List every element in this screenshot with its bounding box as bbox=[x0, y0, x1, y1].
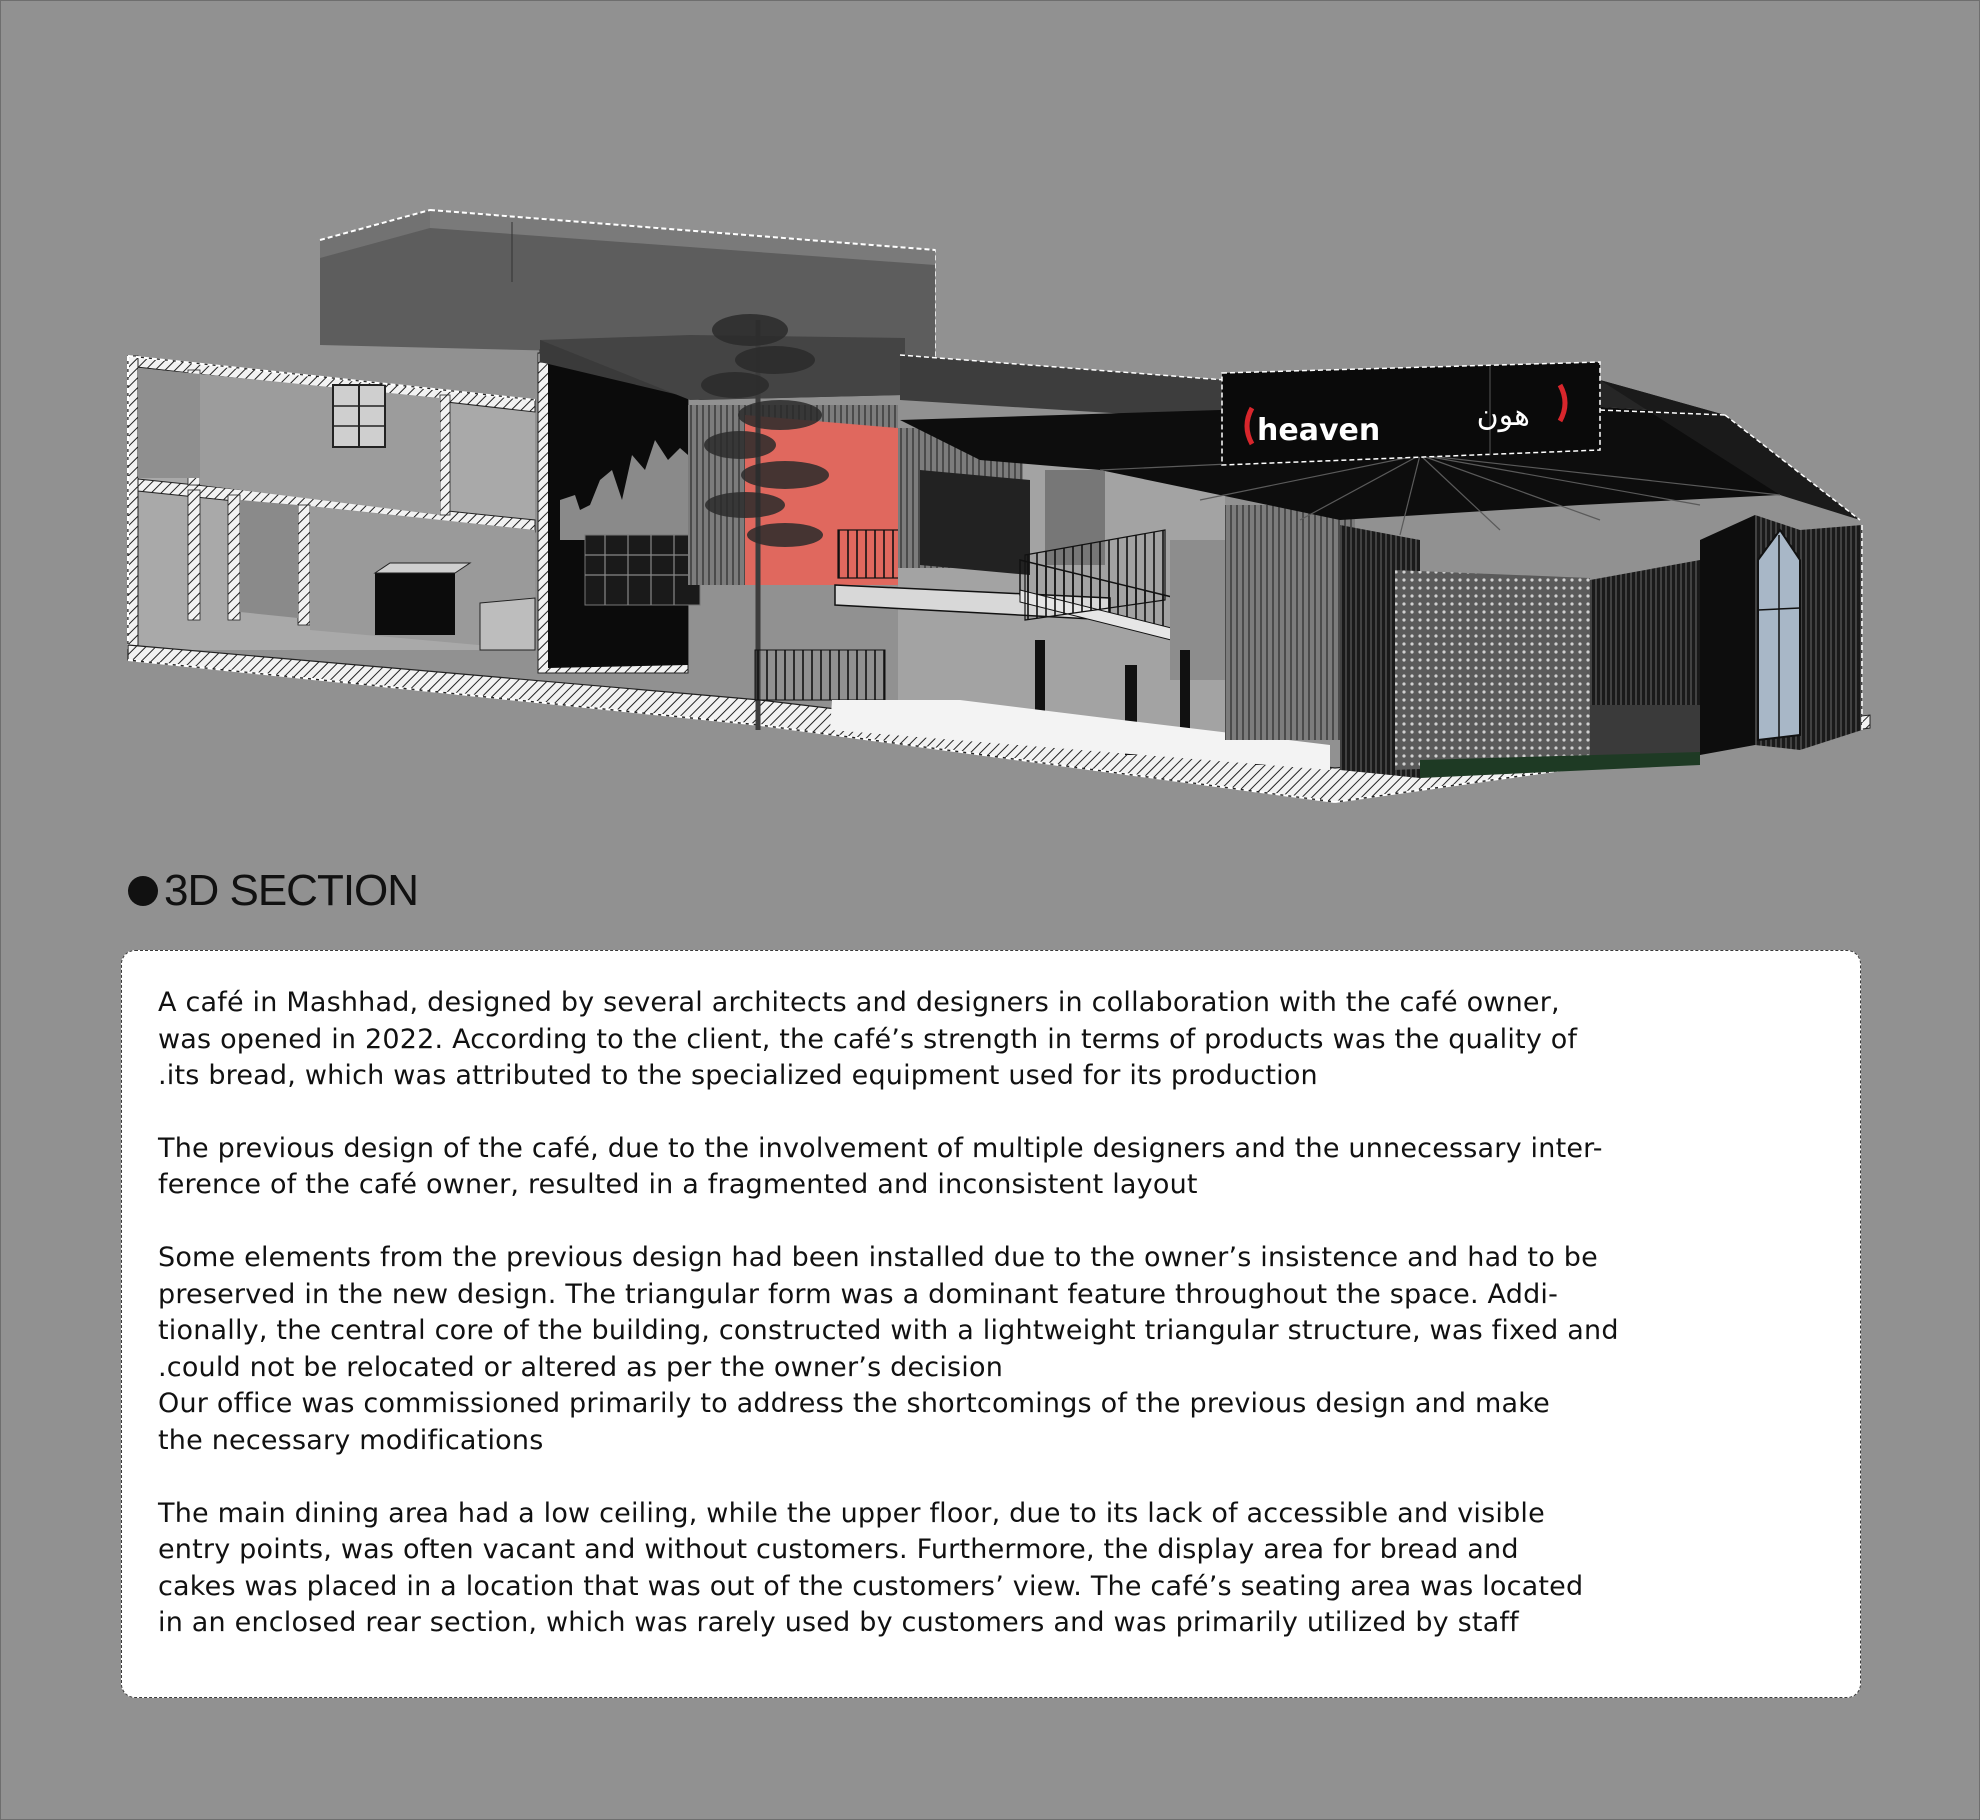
paragraph-intro: A café in Mashhad, designed by several architects and designers in collaboration with the café owner, was opened in 2022. According to the client, the café’s strength in terms of products was the quality of .its bread, which was attributed to the specialized equipment used for its production bbox=[158, 987, 1578, 1092]
paragraph-problems: The main dining area had a low ceiling, while the upper floor, due to its lack of accessible and visible entry points, was often vacant and without customers. Furthermore, the display area for bread and cakes was placed in a location that was out of the customers’ view. The café’s seating area was located in an enclosed rear section, which was rarely used by customers and was primarily utilized by staff bbox=[158, 1497, 1584, 1639]
paragraph-constraints: Some elements from the previous design had been installed due to the owner’s insistence and had to be preserved in the new design. The triangular form was a dominant feature throughout the space. Addi- tionally, the central core of the building, constructed with a lightweight triangular structure, was fixed and .could not be relocated or altered as per the owner’s decision bbox=[158, 1241, 1619, 1383]
left-cut-section bbox=[128, 356, 535, 656]
section-heading bbox=[128, 866, 418, 916]
paragraph-commission: Our office was commissioned primarily to address the shortcomings of the previous design and make the necessary modifications bbox=[158, 1388, 1550, 1456]
description-card bbox=[121, 950, 1861, 1698]
section-title: 3D SECTION bbox=[164, 866, 419, 915]
heaven-sign-arabic: هون bbox=[1476, 398, 1530, 433]
bullet-dot bbox=[128, 876, 158, 906]
arched-window bbox=[1758, 530, 1800, 740]
facade bbox=[1340, 515, 1862, 778]
central-core bbox=[538, 350, 700, 673]
heaven-signage bbox=[1222, 362, 1600, 465]
building-3d-section-drawing bbox=[0, 0, 1980, 830]
paragraph-previous-design: The previous design of the café, due to the involvement of multiple designers and the unnecessary inter- ference of the café owner, resulted in a fragmented and inconsistent layout bbox=[158, 1132, 1603, 1201]
heaven-sign-text: heaven bbox=[1257, 413, 1381, 448]
